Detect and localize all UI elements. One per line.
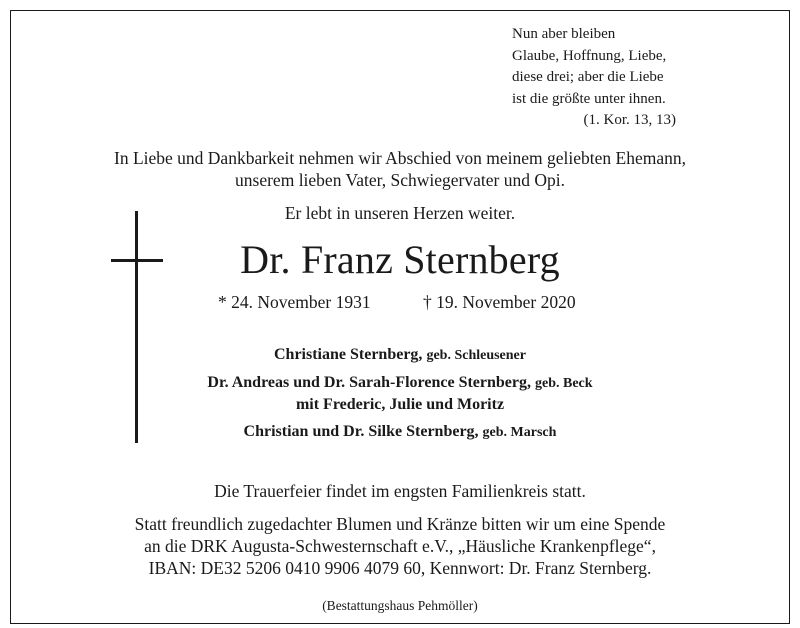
mourner-line: [0, 396, 800, 414]
mourner-name: Dr. Andreas und Dr. Sarah-Florence Sternberg,: [207, 374, 531, 391]
quote-line: ist die größte unter ihnen.: [512, 90, 666, 107]
funeral-note: Die Trauerfeier findet im engsten Familienkreis statt.: [214, 481, 586, 501]
memorial-line: Er lebt in unseren Herzen weiter.: [284, 203, 516, 223]
death-date: † 19. November 2020: [423, 292, 576, 312]
mourner-note: geb. Beck: [535, 376, 593, 391]
quote-line: diese drei; aber die Liebe: [512, 69, 664, 85]
birth-date: * 24. November 1931: [218, 292, 371, 312]
intro-line-1: In Liebe und Dankbarkeit nehmen wir Abschied von meinem geliebten Ehemann,: [114, 148, 686, 168]
mourner-line: [0, 374, 800, 392]
donation-line-3: IBAN: DE32 5206 0410 9906 4079 60, Kennwort: Dr. Franz Sternberg.: [148, 558, 652, 578]
mourner-note: geb. Marsch: [482, 425, 557, 440]
funeral-home: (Bestattungshaus Pehmöller): [322, 598, 478, 613]
quote-line: Nun aber bleiben: [512, 26, 616, 42]
mourner-name: mit Frederic, Julie und Moritz: [295, 396, 505, 413]
mourner-line: [0, 346, 800, 364]
quote-reference: (1. Kor. 13, 13): [583, 112, 676, 128]
deceased-name: Dr. Franz Sternberg: [240, 237, 560, 282]
bible-quote: [512, 24, 682, 132]
mourner-note: geb. Schleusener: [426, 348, 526, 363]
mourner-line: [0, 423, 800, 441]
donation-line-2: an die DRK Augusta-Schwesternschaft e.V., „Häusliche Krankenpflege“,: [144, 536, 656, 556]
mourner-name: Christiane Sternberg,: [274, 346, 423, 363]
intro-line-2: unserem lieben Vater, Schwiegervater und Opi.: [235, 170, 565, 190]
donation-line-1: Statt freundlich zugedachter Blumen und Kränze bitten wir um eine Spende: [134, 514, 666, 534]
quote-line: Glaube, Hoffnung, Liebe,: [512, 47, 667, 64]
mourner-name: Christian und Dr. Silke Sternberg,: [243, 423, 479, 440]
